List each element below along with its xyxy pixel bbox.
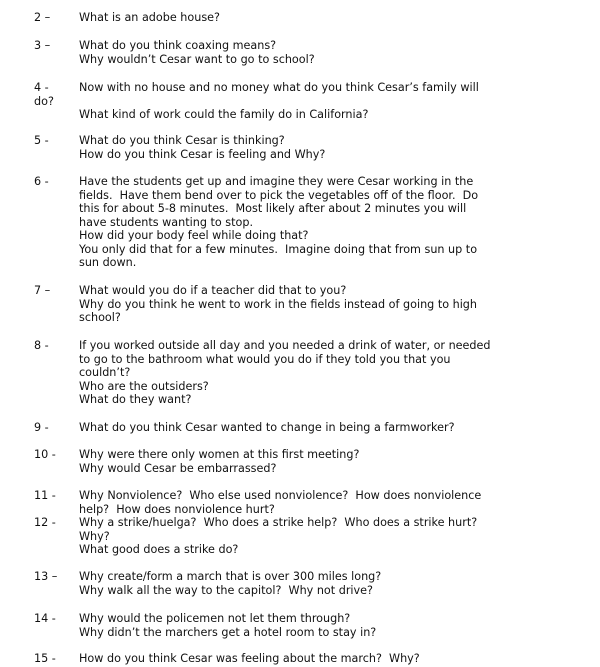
question-number: 6 - xyxy=(34,175,49,188)
question-number: 8 - xyxy=(34,339,49,352)
question-line: Have the students get up and imagine they were Cesar working in the xyxy=(79,175,474,188)
question-line: Why? xyxy=(79,529,110,543)
question-line: What is an adobe house? xyxy=(79,11,220,24)
question-line: How do you think Cesar is feeling and Why? xyxy=(79,147,326,161)
question-line: sun down. xyxy=(79,256,137,269)
question-line-wrap: do? xyxy=(34,94,54,108)
question-number: 4 - xyxy=(34,81,49,94)
question-line: What would you do if a teacher did that to you? xyxy=(79,284,347,297)
question-line: Now with no house and no money what do you think Cesar’s family will xyxy=(79,81,479,94)
question-number: 7 – xyxy=(34,284,51,297)
question-line: school? xyxy=(79,311,121,324)
question-number: 14 - xyxy=(34,612,56,625)
question-line: this for about 5-8 minutes. Most likely after about 2 minutes you will xyxy=(79,202,467,215)
question-line: Why a strike/huelga? Who does a strike help? Who does a strike hurt? xyxy=(79,516,478,529)
question-line: How did your body feel while doing that? xyxy=(79,229,309,242)
question-line: help? How does nonviolence hurt? xyxy=(79,502,275,516)
question-number: 11 - xyxy=(34,489,56,502)
question-number: 2 – xyxy=(34,11,51,24)
question-line: fields. Have them bend over to pick the vegetables off of the floor. Do xyxy=(79,188,479,202)
question-number: 15 - xyxy=(34,652,56,665)
question-line: What good does a strike do? xyxy=(79,543,239,556)
question-number: 13 – xyxy=(34,570,58,583)
question-line: Why wouldn’t Cesar want to go to school? xyxy=(79,52,315,66)
question-number: 3 – xyxy=(34,39,51,52)
question-number: 5 - xyxy=(34,134,49,147)
question-line: What do they want? xyxy=(79,393,192,406)
question-line: What do you think coaxing means? xyxy=(79,39,277,52)
question-line: You only did that for a few minutes. Imagine doing that from sun up to xyxy=(79,242,478,256)
question-line: If you worked outside all day and you needed a drink of water, or needed xyxy=(79,339,491,352)
question-line: Why would Cesar be embarrassed? xyxy=(79,461,277,475)
question-line: What kind of work could the family do in California? xyxy=(79,108,369,121)
question-line: to go to the bathroom what would you do if they told you that you xyxy=(79,352,451,366)
question-line: What do you think Cesar wanted to change in being a farmworker? xyxy=(79,421,455,434)
question-line: Why Nonviolence? Who else used nonviolence? How does nonviolence xyxy=(79,489,482,502)
question-line: Why walk all the way to the capitol? Why not drive? xyxy=(79,583,373,597)
question-line: couldn’t? xyxy=(79,366,131,379)
question-number: 12 - xyxy=(34,516,56,529)
question-number: 10 - xyxy=(34,448,56,461)
question-line: Who are the outsiders? xyxy=(79,379,209,393)
question-line: Why would the policemen not let them through? xyxy=(79,612,351,625)
question-line: Why were there only women at this first meeting? xyxy=(79,448,360,461)
question-line: have students wanting to stop. xyxy=(79,215,254,229)
question-line: Why create/form a march that is over 300 miles long? xyxy=(79,570,382,583)
question-line: Why didn’t the marchers get a hotel room to stay in? xyxy=(79,625,377,639)
question-number: 9 - xyxy=(34,421,49,434)
question-line: Why do you think he went to work in the fields instead of going to high xyxy=(79,297,477,311)
question-line: What do you think Cesar is thinking? xyxy=(79,134,285,147)
question-line: How do you think Cesar was feeling about the march? Why? xyxy=(79,652,420,665)
